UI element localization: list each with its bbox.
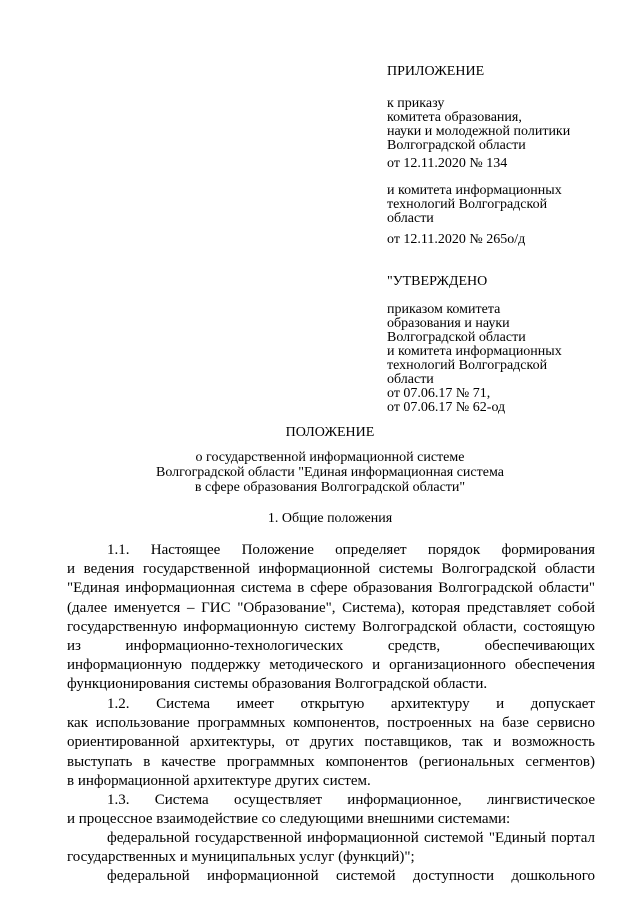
text-line: и процессное взаимодействие со следующими внешними системами:: [67, 811, 511, 828]
doc-subtitle-line: Волгоградской области "Единая информационная система: [156, 465, 504, 480]
order1-date: от 12.11.2020 № 134: [387, 156, 508, 171]
to-order-line: к приказу: [387, 96, 445, 111]
doc-title: ПОЛОЖЕНИЕ: [285, 425, 375, 440]
text-line: ориентированной архитектуры, от других поставщиков, так и возможность: [67, 734, 595, 751]
text-line: из информационно-технологических средств, обеспечивающих: [67, 637, 595, 654]
list-item-federal-portal: [67, 829, 595, 867]
approved-line: Волгоградской области: [387, 330, 526, 345]
committee-block: [387, 184, 627, 226]
paragraph-1-2: [67, 695, 595, 791]
appendix-block: [387, 65, 627, 79]
order2-date-block: [387, 233, 627, 247]
approved-line: и комитета информационных: [387, 344, 562, 359]
text-line: (далее именуется – ГИС "Образование", Система), которая представляет собой: [67, 599, 595, 616]
doc-subtitle-line: в сфере образования Волгоградской области": [194, 480, 466, 495]
doc-subtitle-line: о государственной информационной системе: [195, 450, 465, 465]
text-line: информационную поддержку методического и организационного обеспечения: [67, 657, 595, 674]
approved-title-block: [387, 275, 627, 289]
to-order-line: Волгоградской области: [387, 138, 526, 153]
to-order-line: науки и молодежной политики: [387, 124, 571, 139]
text-line: выступать в качестве программных компонентов (региональных сегментов): [67, 753, 595, 770]
approved-title: "УТВЕРЖДЕНО: [387, 274, 488, 289]
order2-date: от 12.11.2020 № 265о/д: [387, 232, 526, 247]
list-item-federal-preschool: [67, 867, 595, 886]
text-line: 1.3. Система осуществляет информационное, лингвистическое: [107, 792, 595, 808]
paragraph-1-1: [67, 541, 595, 695]
text-line: 1.2. Система имеет открытую архитектуру и допускает: [107, 696, 595, 712]
paragraph-1-3: [67, 791, 595, 829]
text-line: федеральной информационной системой доступности дошкольного: [107, 868, 595, 884]
text-line: функционирования системы образования Волгоградской области.: [67, 676, 488, 693]
text-line: федеральной государственной информационной системой "Единый портал: [107, 830, 595, 846]
approved-line: от 07.06.17 № 62-од: [387, 400, 506, 415]
text-line: "Единая информационная система в сфере образования Волгоградской области": [67, 580, 595, 597]
text-line: как использование программных компонентов, построенных на базе сервисно: [67, 715, 595, 732]
text-line: в информационной архитектуре других систем.: [67, 772, 371, 789]
committee-line: области: [387, 211, 434, 226]
approved-line: приказом комитета: [387, 302, 501, 317]
doc-subtitle: [60, 450, 600, 495]
approved-line: технологий Волгоградской: [387, 358, 548, 373]
approved-line: образования и науки: [387, 316, 510, 331]
section-title: 1. Общие положения: [267, 511, 393, 526]
appendix-title: ПРИЛОЖЕНИЕ: [387, 64, 485, 79]
committee-line: и комитета информационных: [387, 183, 562, 198]
order1-date-block: [387, 157, 627, 171]
committee-line: технологий Волгоградской: [387, 197, 548, 212]
approved-line: от 07.06.17 № 71,: [387, 386, 491, 401]
text-line: и ведения государственной информационной системы Волгоградской области: [67, 561, 595, 578]
to-order-block: [387, 97, 627, 153]
text-line: государственных и муниципальных услуг (функций)";: [67, 849, 415, 866]
to-order-line: комитета образования,: [387, 110, 522, 125]
text-line: государственную информационную систему Волгоградской области, состоящую: [67, 618, 595, 635]
approved-line: области: [387, 372, 434, 387]
approved-lines-block: [387, 303, 627, 415]
text-line: 1.1. Настоящее Положение определяет порядок формирования: [107, 542, 595, 558]
